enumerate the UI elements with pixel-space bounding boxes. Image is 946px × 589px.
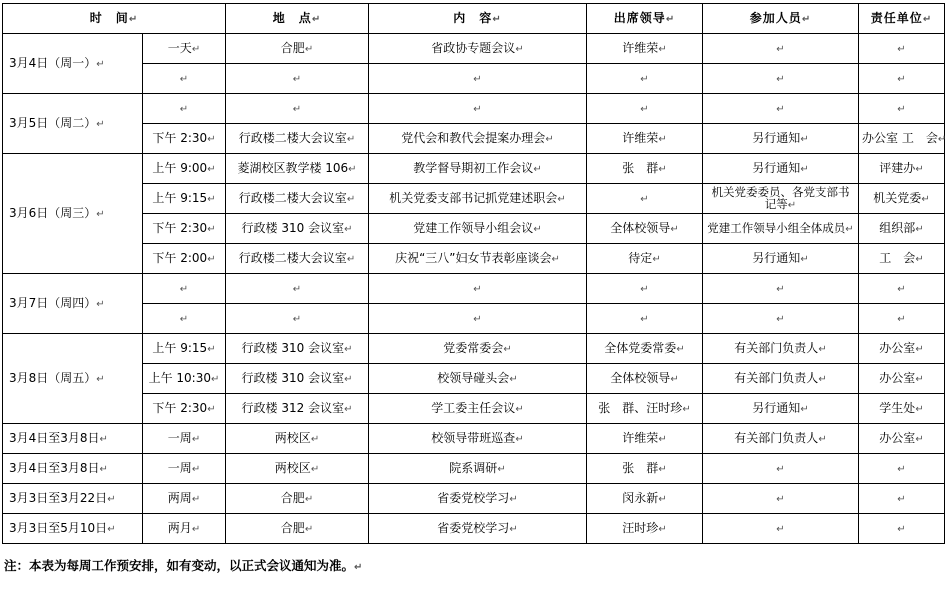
cell-leader: 张 群、汪时珍↵ [587,394,703,424]
cell-unit: ↵ [859,34,945,64]
header-location: 地 点↵ [226,4,369,34]
cell-attendees: ↵ [703,454,859,484]
schedule-table [2,3,945,544]
cell-date: 3月8日（周五）↵ [3,334,143,424]
table-row [3,124,945,154]
cell-content: 学工委主任会议↵ [369,394,587,424]
cell-location: 行政楼 312 会议室↵ [226,394,369,424]
cell-content: 校领导碰头会↵ [369,364,587,394]
cell-leader: 全体校领导↵ [587,364,703,394]
cell-unit: ↵ [859,304,945,334]
cell-time: 下午 2:30↵ [143,124,226,154]
cell-unit: 组织部↵ [859,214,945,244]
cell-unit: 评建办↵ [859,154,945,184]
table-row [3,244,945,274]
cell-attendees: ↵ [703,274,859,304]
cell-content: ↵ [369,94,587,124]
table-row [3,274,945,304]
cell-content: ↵ [369,64,587,94]
cell-time: 下午 2:30↵ [143,394,226,424]
cell-content: 校领导带班巡查↵ [369,424,587,454]
cell-date: 3月4日至3月8日↵ [3,454,143,484]
cell-location: ↵ [226,274,369,304]
cell-content: ↵ [369,304,587,334]
cell-content: 庆祝“三八”妇女节表彰座谈会↵ [369,244,587,274]
cell-attendees: 另行通知↵ [703,394,859,424]
cell-time: 上午 10:30↵ [143,364,226,394]
table-row [3,334,945,364]
table-row [3,94,945,124]
cell-content: 党委常委会↵ [369,334,587,364]
table-row [3,514,945,544]
cell-unit: ↵ [859,514,945,544]
cell-attendees: 有关部门负责人↵ [703,424,859,454]
table-row [3,34,945,64]
cell-time: 一天↵ [143,34,226,64]
cell-leader: 全体党委常委↵ [587,334,703,364]
cell-content: 机关党委支部书记抓党建述职会↵ [369,184,587,214]
table-row [3,424,945,454]
cell-date: 3月3日至5月10日↵ [3,514,143,544]
cell-location: 行政楼二楼大会议室↵ [226,184,369,214]
cell-attendees: ↵ [703,304,859,334]
cell-time: ↵ [143,64,226,94]
cell-unit: 工 会↵ [859,244,945,274]
cell-attendees: 有关部门负责人↵ [703,334,859,364]
cell-unit: 办公室↵ [859,424,945,454]
cell-location: 两校区↵ [226,424,369,454]
table-row [3,154,945,184]
cell-attendees: 另行通知↵ [703,154,859,184]
cell-leader: 全体校领导↵ [587,214,703,244]
cell-date: 3月7日（周四）↵ [3,274,143,334]
table-row [3,364,945,394]
cell-attendees: ↵ [703,514,859,544]
cell-attendees: ↵ [703,34,859,64]
cell-content: 省委党校学习↵ [369,514,587,544]
cell-attendees: ↵ [703,484,859,514]
cell-location: ↵ [226,94,369,124]
cell-location: 行政楼 310 会议室↵ [226,334,369,364]
header-content: 内 容↵ [369,4,587,34]
cell-leader: 待定↵ [587,244,703,274]
cell-location: 菱湖校区教学楼 106↵ [226,154,369,184]
cell-leader: 闵永新↵ [587,484,703,514]
cell-unit: 机关党委↵ [859,184,945,214]
cell-unit: 办公室 工 会↵ [859,124,945,154]
cell-attendees: 另行通知↵ [703,124,859,154]
cell-time: 上午 9:15↵ [143,334,226,364]
cell-leader: ↵ [587,274,703,304]
cell-date: 3月4日（周一）↵ [3,34,143,94]
cell-unit: ↵ [859,274,945,304]
cell-location: 行政楼 310 会议室↵ [226,364,369,394]
table-row [3,214,945,244]
schedule-body [3,34,945,544]
cell-location: 行政楼 310 会议室↵ [226,214,369,244]
cell-location: 合肥↵ [226,484,369,514]
cell-location: 合肥↵ [226,34,369,64]
cell-content: 院系调研↵ [369,454,587,484]
header-attendees: 参加人员↵ [703,4,859,34]
cell-time: ↵ [143,274,226,304]
cell-content: 省政协专题会议↵ [369,34,587,64]
cell-leader: ↵ [587,184,703,214]
cell-time: 一周↵ [143,424,226,454]
cell-content: 党建工作领导小组会议↵ [369,214,587,244]
cell-leader: 汪时珍↵ [587,514,703,544]
cell-time: ↵ [143,304,226,334]
cell-time: 下午 2:30↵ [143,214,226,244]
cell-attendees: 党建工作领导小组全体成员↵ [703,214,859,244]
cell-location: 两校区↵ [226,454,369,484]
table-row [3,184,945,214]
cell-unit: ↵ [859,94,945,124]
cell-leader: 许维荣↵ [587,34,703,64]
cell-leader: 许维荣↵ [587,124,703,154]
header-time: 时 间↵ [3,4,226,34]
cell-time: 两周↵ [143,484,226,514]
cell-unit: 办公室↵ [859,364,945,394]
cell-location: 行政楼二楼大会议室↵ [226,124,369,154]
cell-time: ↵ [143,94,226,124]
cell-content: 省委党校学习↵ [369,484,587,514]
header-leader: 出席领导↵ [587,4,703,34]
cell-location: ↵ [226,304,369,334]
cell-attendees: 机关党委委员、各党支部书记等↵ [703,184,859,214]
cell-location: ↵ [226,64,369,94]
cell-date: 3月6日（周三）↵ [3,154,143,274]
cell-leader: ↵ [587,64,703,94]
cell-time: 一周↵ [143,454,226,484]
cell-unit: 办公室↵ [859,334,945,364]
table-row [3,484,945,514]
cell-date: 3月5日（周二）↵ [3,94,143,154]
cell-attendees: 另行通知↵ [703,244,859,274]
cell-attendees: 有关部门负责人↵ [703,364,859,394]
cell-unit: 学生处↵ [859,394,945,424]
cell-date: 3月3日至3月22日↵ [3,484,143,514]
table-row [3,64,945,94]
cell-attendees: ↵ [703,64,859,94]
cell-leader: 许维荣↵ [587,424,703,454]
table-row [3,454,945,484]
cell-leader: 张 群↵ [587,154,703,184]
cell-unit: ↵ [859,484,945,514]
footnote: 注：本表为每周工作预安排，如有变动，以正式会议通知为准。↵ [4,558,363,573]
cell-content: 党代会和教代会提案办理会↵ [369,124,587,154]
cell-time: 上午 9:00↵ [143,154,226,184]
cell-date: 3月4日至3月8日↵ [3,424,143,454]
header-unit: 责任单位↵ [859,4,945,34]
cell-content: 教学督导期初工作会议↵ [369,154,587,184]
cell-leader: 张 群↵ [587,454,703,484]
cell-location: 合肥↵ [226,514,369,544]
cell-unit: ↵ [859,64,945,94]
cell-time: 两月↵ [143,514,226,544]
cell-time: 上午 9:15↵ [143,184,226,214]
cell-content: ↵ [369,274,587,304]
cell-time: 下午 2:00↵ [143,244,226,274]
cell-leader: ↵ [587,304,703,334]
table-row [3,304,945,334]
table-header-row [3,4,945,34]
table-row [3,394,945,424]
cell-unit: ↵ [859,454,945,484]
cell-location: 行政楼二楼大会议室↵ [226,244,369,274]
cell-attendees: ↵ [703,94,859,124]
cell-leader: ↵ [587,94,703,124]
